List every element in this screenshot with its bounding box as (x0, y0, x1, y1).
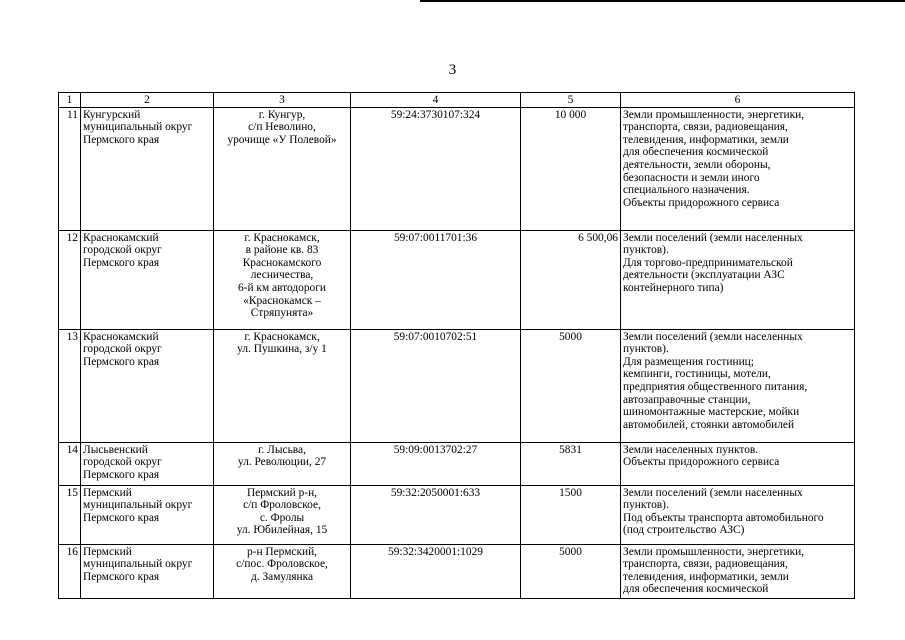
location-cell-line: р-н Пермский, (246, 545, 318, 558)
owner-cell-line: Пермского края (83, 355, 160, 368)
category-cell-line: Объекты придорожного сервиса (623, 456, 780, 469)
category-cell-line: пунктов). (623, 499, 669, 512)
cadastral-number: 59:07:0011701:36 (351, 230, 521, 329)
owner-cell (81, 230, 214, 329)
location-cell-line: лесничества, (250, 269, 314, 282)
location-cell (214, 485, 351, 544)
cadastral-number: 59:32:2050001:633 (351, 485, 521, 544)
location-cell-line: ул. Пушкина, з/у 1 (237, 343, 327, 356)
category-cell-line: транспорта, связи, радиовещания, (623, 121, 788, 134)
area-value: 6 500,06 (521, 230, 621, 329)
location-cell (214, 544, 351, 598)
area-value: 5000 (521, 329, 621, 442)
row-number: 15 (59, 485, 81, 544)
category-cell-line: Земли населенных пунктов. (623, 443, 759, 456)
owner-cell-line: Кунгурский (83, 108, 141, 121)
land-plots-table (58, 92, 855, 599)
table-row (59, 544, 855, 598)
area-value: 1500 (521, 485, 621, 544)
cadastral-number: 59:32:3420001:1029 (351, 544, 521, 598)
category-cell-line: Земли поселений (земли населенных (623, 231, 803, 244)
category-cell-line: Под объекты транспорта автомобильного (623, 511, 824, 524)
location-cell-line: в районе кв. 83 (245, 244, 319, 257)
location-cell (214, 442, 351, 485)
category-cell-line: безопасности и земли иного (623, 171, 760, 184)
owner-cell-line: Краснокамский (83, 330, 159, 343)
category-cell (621, 107, 855, 230)
table-row (59, 442, 855, 485)
owner-cell (81, 442, 214, 485)
owner-cell-line: Лысьвенский (83, 443, 148, 456)
category-cell-line: автомобилей, стоянки автомобилей (623, 418, 795, 431)
location-cell-line: ул. Юбилейная, 15 (236, 524, 328, 537)
column-header: 4 (351, 93, 521, 108)
row-number: 16 (59, 544, 81, 598)
table-body (59, 107, 855, 598)
owner-cell-line: городской округ (83, 456, 162, 469)
owner-cell-line: муниципальный округ (83, 121, 193, 134)
location-cell (214, 230, 351, 329)
category-cell (621, 442, 855, 485)
category-cell-line: Объекты придорожного сервиса (623, 196, 780, 209)
location-cell-line: г. Краснокамск, (244, 330, 320, 343)
location-cell-line: г. Лысьва, (258, 443, 306, 456)
owner-cell-line: Пермского края (83, 133, 160, 146)
category-cell-line: Земли поселений (земли населенных (623, 486, 803, 499)
category-cell-line: транспорта, связи, радиовещания, (623, 558, 788, 571)
table-row (59, 107, 855, 230)
owner-cell (81, 485, 214, 544)
owner-cell-line: Пермского края (83, 256, 160, 269)
location-cell-line: с. Фролы (259, 511, 305, 524)
column-header: 6 (621, 93, 855, 108)
column-header: 3 (214, 93, 351, 108)
owner-cell-line: Пермского края (83, 570, 160, 583)
cadastral-number: 59:24:3730107:324 (351, 107, 521, 230)
owner-cell-line: Пермского края (83, 511, 160, 524)
category-cell-line: деятельности (эксплуатации АЗС (623, 269, 785, 282)
cadastral-number: 59:09:0013702:27 (351, 442, 521, 485)
location-cell-line: д. Замулянка (250, 570, 314, 583)
category-cell-line: пунктов). (623, 343, 669, 356)
top-rule (420, 0, 905, 2)
category-cell-line: автозаправочные станции, (623, 393, 751, 406)
row-number: 12 (59, 230, 81, 329)
location-cell-line: ул. Революции, 27 (237, 456, 327, 469)
owner-cell-line: муниципальный округ (83, 558, 193, 571)
category-cell-line: Земли поселений (земли населенных (623, 330, 803, 343)
category-cell-line: для обеспечения космической (623, 583, 769, 596)
location-cell (214, 107, 351, 230)
header-row (59, 93, 855, 108)
location-cell (214, 329, 351, 442)
location-cell-line: 6-й км автодороги (237, 281, 326, 294)
category-cell (621, 329, 855, 442)
area-value: 10 000 (521, 107, 621, 230)
owner-cell-line: Пермского края (83, 468, 160, 481)
category-cell-line: кемпинги, гостиницы, мотели, (623, 368, 771, 381)
owner-cell (81, 107, 214, 230)
category-cell-line: специального назначения. (623, 184, 750, 197)
row-number: 11 (59, 107, 81, 230)
category-cell (621, 544, 855, 598)
row-number: 14 (59, 442, 81, 485)
location-cell-line: Краснокамского (242, 256, 322, 269)
owner-cell-line: городской округ (83, 244, 162, 257)
location-cell-line: Стряпунята» (250, 307, 314, 320)
location-cell-line: с/пос. Фроловское, (236, 558, 328, 571)
category-cell (621, 230, 855, 329)
row-number: 13 (59, 329, 81, 442)
owner-cell-line: Пермский (83, 545, 132, 558)
location-cell-line: Пермский р-н, (246, 486, 318, 499)
cadastral-number: 59:07:0010702:51 (351, 329, 521, 442)
area-value: 5831 (521, 442, 621, 485)
category-cell-line: телевидения, информатики, земли (623, 133, 789, 146)
owner-cell-line: Пермский (83, 486, 132, 499)
category-cell-line: пунктов). (623, 244, 669, 257)
category-cell-line: (под строительство АЗС) (623, 524, 745, 537)
category-cell-line: Для торгово-предпринимательской (623, 256, 793, 269)
location-cell-line: г. Кунгур, (258, 108, 306, 121)
category-cell-line: Земли промышленности, энергетики, (623, 108, 805, 121)
category-cell-line: деятельности, земли обороны, (623, 158, 771, 171)
column-header: 1 (59, 93, 81, 108)
category-cell-line: Земли промышленности, энергетики, (623, 545, 805, 558)
owner-cell-line: муниципальный округ (83, 499, 193, 512)
owner-cell-line: Краснокамский (83, 231, 159, 244)
category-cell-line: предприятия общественного питания, (623, 380, 808, 393)
area-value: 5000 (521, 544, 621, 598)
table-row (59, 329, 855, 442)
location-cell-line: г. Краснокамск, (244, 231, 320, 244)
column-header: 5 (521, 93, 621, 108)
category-cell-line: контейнерного типа) (623, 281, 724, 294)
table-row (59, 230, 855, 329)
category-cell (621, 485, 855, 544)
location-cell-line: с/п Неволино, (248, 121, 316, 134)
owner-cell (81, 329, 214, 442)
column-header: 2 (81, 93, 214, 108)
location-cell-line: «Краснокамск – (243, 294, 321, 307)
location-cell-line: урочище «У Полевой» (227, 133, 337, 146)
category-cell-line: телевидения, информатики, земли (623, 570, 789, 583)
category-cell-line: Для размещения гостиниц; (623, 355, 754, 368)
owner-cell (81, 544, 214, 598)
table-row (59, 485, 855, 544)
page-number: 3 (448, 62, 457, 78)
owner-cell-line: городской округ (83, 343, 162, 356)
category-cell-line: для обеспечения космической (623, 146, 769, 159)
category-cell-line: шиномонтажные мастерские, мойки (623, 406, 800, 419)
location-cell-line: с/п Фроловское, (243, 499, 321, 512)
